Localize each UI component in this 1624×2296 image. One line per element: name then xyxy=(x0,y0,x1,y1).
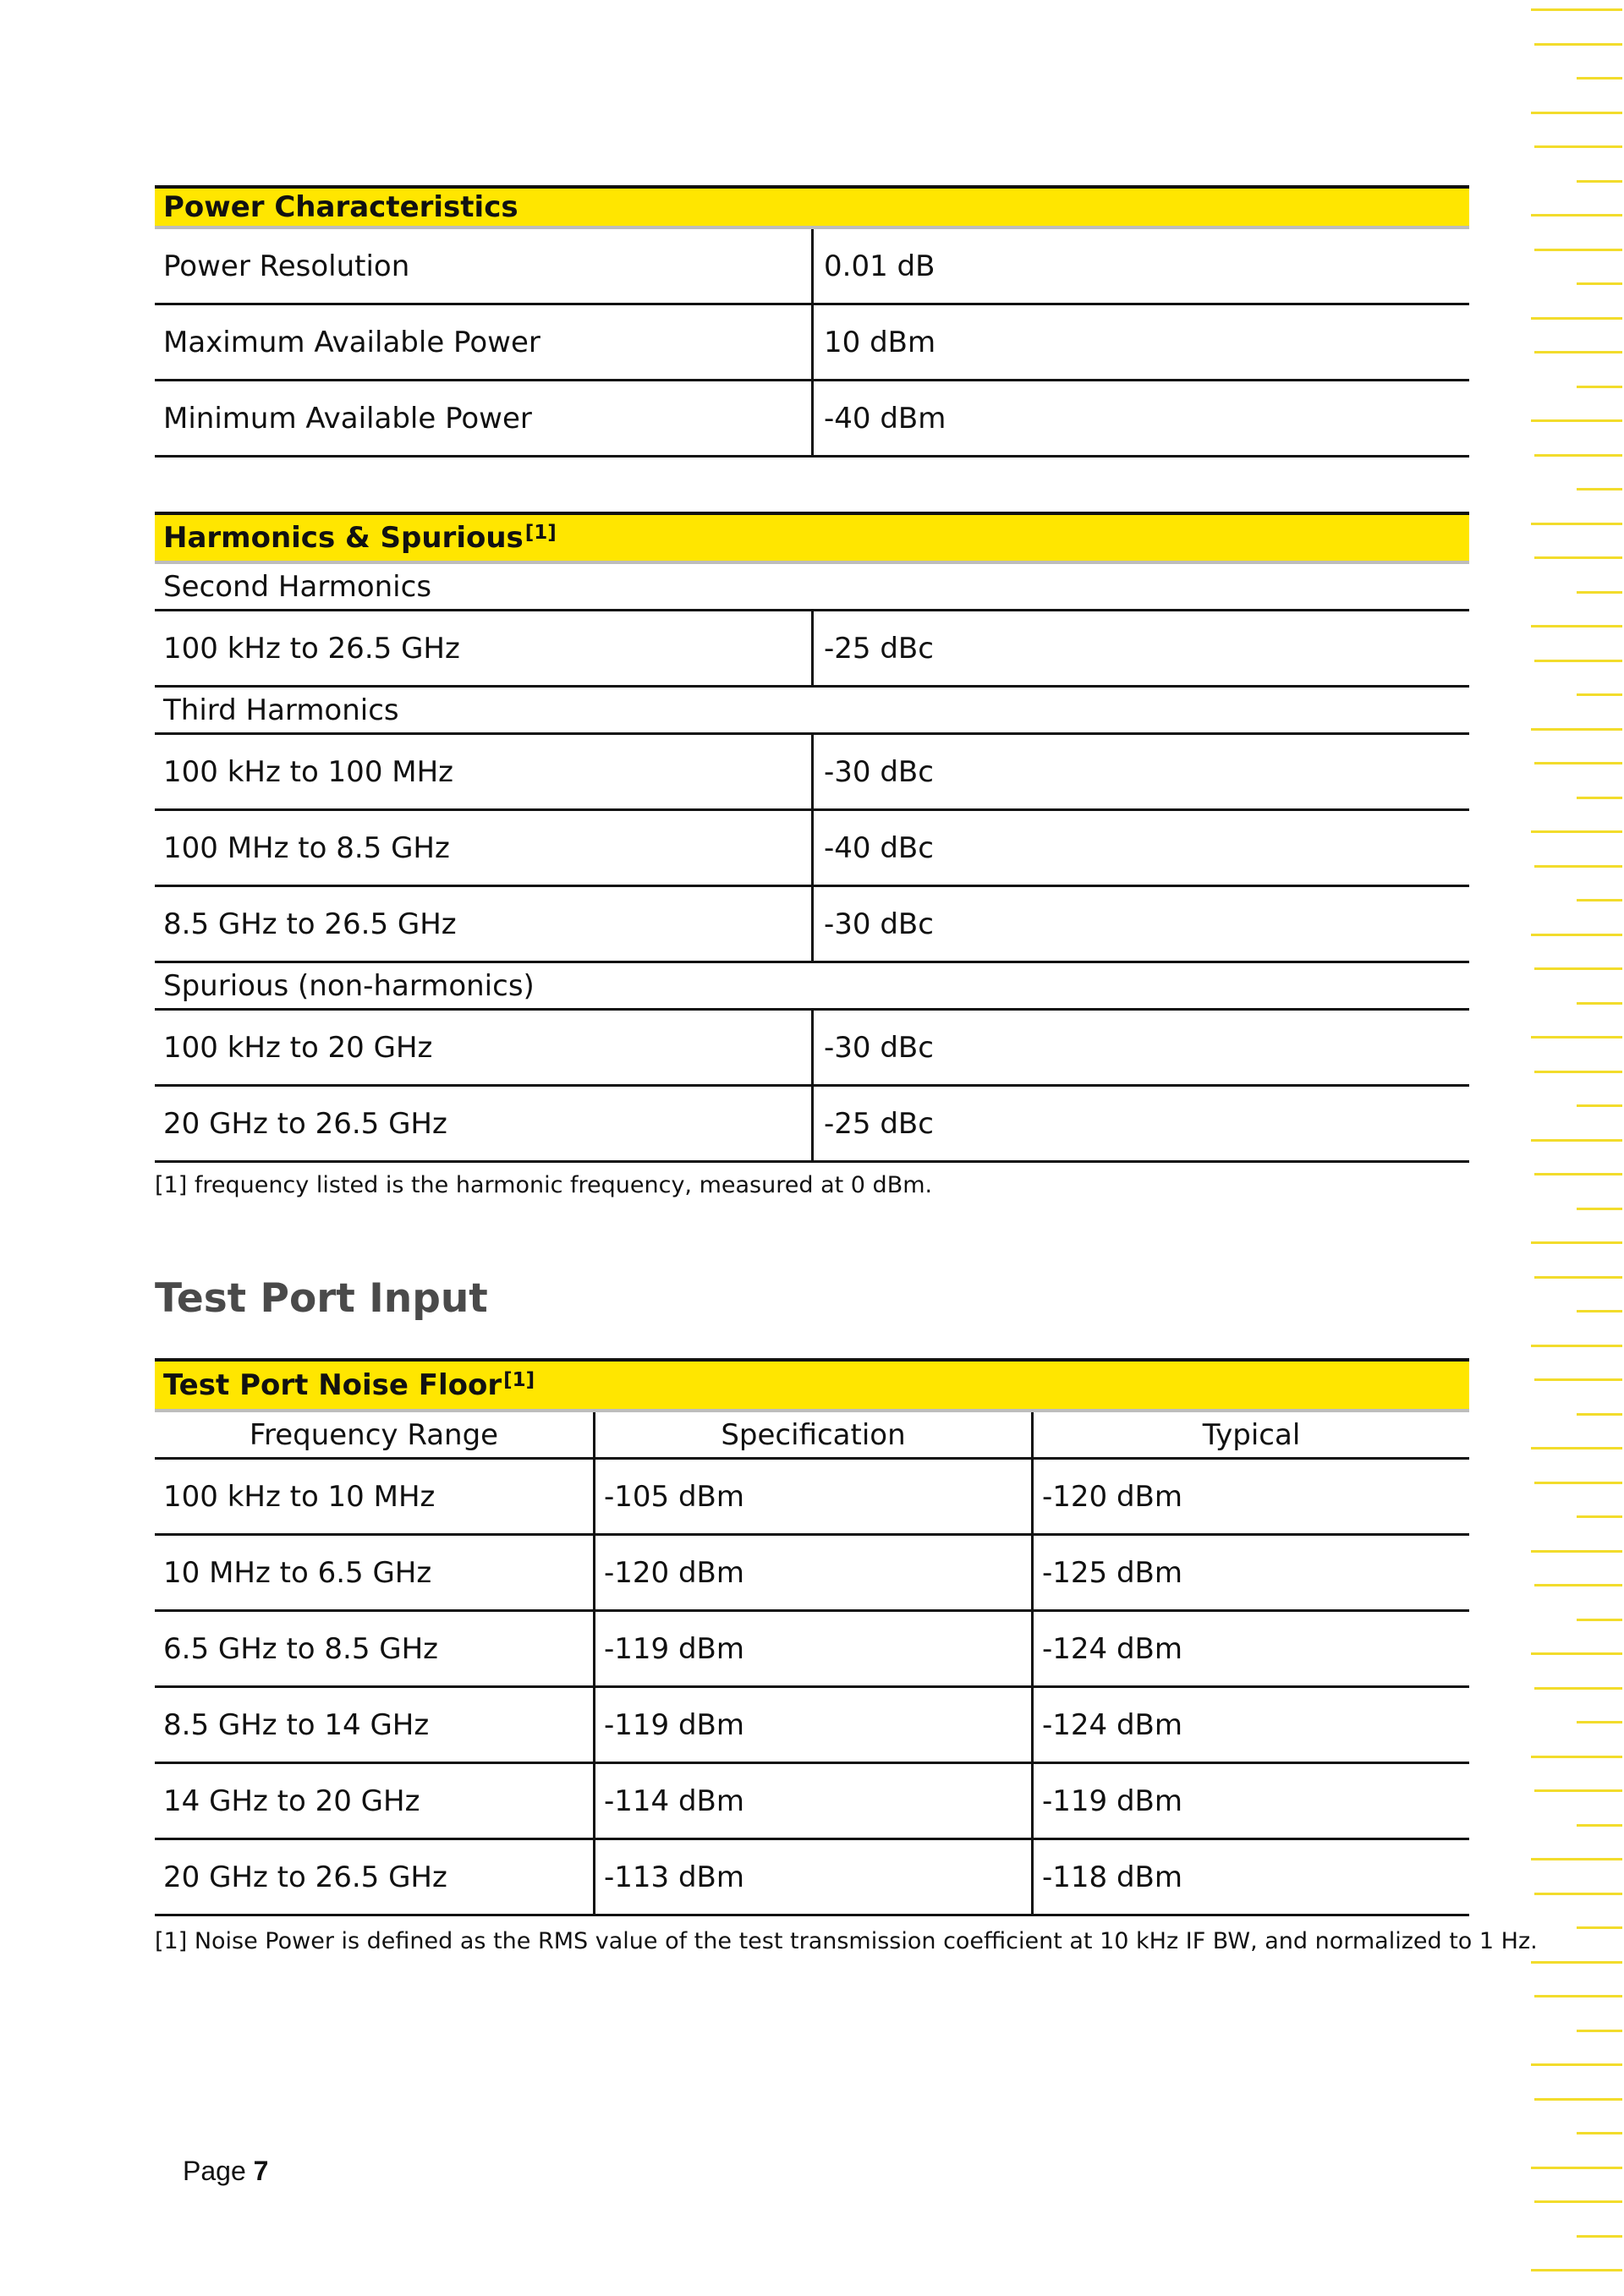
row-value: -40 dBm xyxy=(811,381,1469,455)
column-headers xyxy=(155,1412,1469,1460)
decorative-stripe xyxy=(1531,1345,1622,1347)
table-header xyxy=(155,185,1469,229)
page-label: Page xyxy=(183,2156,246,2186)
row-value: 10 dBm xyxy=(811,305,1469,379)
cell-frequency: 10 MHz to 6.5 GHz xyxy=(163,1555,432,1590)
decorative-stripe xyxy=(1531,1961,1622,1964)
cell-typical: -124 dBm xyxy=(1031,1612,1469,1685)
cell-specification: -119 dBm xyxy=(593,1688,1031,1762)
footnote-ref: [1] xyxy=(503,1369,535,1391)
decorative-stripe xyxy=(1534,1789,1622,1792)
table-title: Harmonics & Spurious xyxy=(163,521,524,555)
cell-typical: -119 dBm xyxy=(1031,1764,1469,1838)
decorative-stripe xyxy=(1531,317,1622,320)
decorative-stripe xyxy=(1534,1378,1622,1381)
decorative-stripe xyxy=(1534,660,1622,662)
table-row xyxy=(155,887,1469,963)
decorative-stripe xyxy=(1531,934,1622,936)
decorative-stripe xyxy=(1577,1208,1622,1210)
decorative-stripe xyxy=(1534,1071,1622,1073)
decorative-stripe xyxy=(1531,625,1622,627)
row-label: 100 kHz to 20 GHz xyxy=(163,1030,433,1065)
decorative-stripe xyxy=(1531,1756,1622,1758)
row-label: 100 kHz to 26.5 GHz xyxy=(163,631,460,666)
decorative-stripe xyxy=(1534,1893,1622,1895)
decorative-stripe xyxy=(1534,1995,1622,1997)
decorative-stripe xyxy=(1534,1482,1622,1484)
column-header: Frequency Range xyxy=(249,1417,499,1452)
decorative-stripe xyxy=(1534,145,1622,148)
decorative-stripe xyxy=(1534,43,1622,46)
group-label: Third Harmonics xyxy=(155,688,1469,735)
decorative-stripe xyxy=(1577,899,1622,901)
row-value: -30 dBc xyxy=(811,887,1469,961)
decorative-stripe xyxy=(1577,797,1622,799)
decorative-stripes xyxy=(1529,0,1624,2296)
table-title: Test Port Noise Floor xyxy=(163,1368,502,1402)
decorative-stripe xyxy=(1577,591,1622,594)
cell-frequency: 6.5 GHz to 8.5 GHz xyxy=(163,1631,439,1666)
cell-frequency: 100 kHz to 10 MHz xyxy=(163,1479,436,1514)
decorative-stripe xyxy=(1534,2098,1622,2101)
decorative-stripe xyxy=(1531,2167,1622,2169)
decorative-stripe xyxy=(1534,454,1622,457)
decorative-stripe xyxy=(1534,1687,1622,1690)
row-value: -30 dBc xyxy=(811,735,1469,808)
column-header: Typical xyxy=(1031,1412,1469,1457)
decorative-stripe xyxy=(1577,1619,1622,1621)
decorative-stripe xyxy=(1531,2063,1622,2066)
row-label: Power Resolution xyxy=(163,249,410,283)
row-label: 100 kHz to 100 MHz xyxy=(163,754,454,789)
harmonics-spurious-table xyxy=(155,512,1469,1163)
decorative-stripe xyxy=(1531,8,1622,11)
decorative-stripe xyxy=(1577,1824,1622,1827)
decorative-stripe xyxy=(1531,1241,1622,1244)
table-row xyxy=(155,1087,1469,1163)
row-value: -40 dBc xyxy=(811,811,1469,885)
table-row xyxy=(155,1840,1469,1916)
decorative-stripe xyxy=(1531,2269,1622,2271)
decorative-stripe xyxy=(1531,419,1622,422)
cell-typical: -118 dBm xyxy=(1031,1840,1469,1914)
decorative-stripe xyxy=(1534,351,1622,353)
row-label: 100 MHz to 8.5 GHz xyxy=(163,830,450,865)
decorative-stripe xyxy=(1534,556,1622,559)
cell-frequency: 8.5 GHz to 14 GHz xyxy=(163,1707,430,1742)
decorative-stripe xyxy=(1531,1652,1622,1655)
row-label: Maximum Available Power xyxy=(163,325,540,359)
decorative-stripe xyxy=(1577,1515,1622,1518)
table-row xyxy=(155,1011,1469,1087)
table-header xyxy=(155,1358,1469,1412)
cell-specification: -105 dBm xyxy=(593,1460,1031,1533)
table-row xyxy=(155,1460,1469,1536)
power-characteristics-table xyxy=(155,185,1469,458)
decorative-stripe xyxy=(1531,728,1622,731)
decorative-stripe xyxy=(1577,1926,1622,1929)
table-row xyxy=(155,1536,1469,1612)
decorative-stripe xyxy=(1577,2030,1622,2032)
decorative-stripe xyxy=(1577,1413,1622,1416)
decorative-stripe xyxy=(1577,488,1622,490)
table-row xyxy=(155,735,1469,811)
decorative-stripe xyxy=(1534,1276,1622,1279)
decorative-stripe xyxy=(1531,112,1622,114)
decorative-stripe xyxy=(1531,1550,1622,1553)
column-header: Specification xyxy=(593,1412,1031,1457)
decorative-stripe xyxy=(1577,1104,1622,1107)
table-row xyxy=(155,611,1469,688)
decorative-stripe xyxy=(1577,386,1622,388)
table-row xyxy=(155,305,1469,381)
table-row xyxy=(155,1612,1469,1688)
decorative-stripe xyxy=(1577,180,1622,183)
page-number xyxy=(183,2156,268,2187)
decorative-stripe xyxy=(1534,2200,1622,2203)
decorative-stripe xyxy=(1577,1002,1622,1005)
table-row xyxy=(155,811,1469,887)
row-label: Minimum Available Power xyxy=(163,401,532,436)
group-label: Second Harmonics xyxy=(155,564,1469,611)
noise-floor-table xyxy=(155,1358,1469,1916)
decorative-stripe xyxy=(1531,214,1622,216)
decorative-stripe xyxy=(1531,523,1622,525)
row-label: 8.5 GHz to 26.5 GHz xyxy=(163,907,457,941)
decorative-stripe xyxy=(1577,282,1622,285)
row-value: -25 dBc xyxy=(811,1087,1469,1160)
table-row xyxy=(155,1764,1469,1840)
cell-frequency: 20 GHz to 26.5 GHz xyxy=(163,1860,447,1894)
decorative-stripe xyxy=(1577,693,1622,696)
harmonics-footnote: [1] frequency listed is the harmonic frequency, measured at 0 dBm. xyxy=(155,1172,933,1198)
decorative-stripe xyxy=(1534,1173,1622,1175)
decorative-stripe xyxy=(1577,1310,1622,1312)
decorative-stripe xyxy=(1531,1036,1622,1038)
decorative-stripe xyxy=(1534,1584,1622,1586)
row-label: 20 GHz to 26.5 GHz xyxy=(163,1106,447,1141)
table-row xyxy=(155,1688,1469,1764)
cell-specification: -119 dBm xyxy=(593,1612,1031,1685)
noise-footnote: [1] Noise Power is defined as the RMS value of the test transmission coefficient at 10 kHz IF BW, and normalized to 1 Hz. xyxy=(155,1928,1538,1954)
cell-typical: -124 dBm xyxy=(1031,1688,1469,1762)
row-value: 0.01 dB xyxy=(811,229,1469,303)
table-row xyxy=(155,381,1469,458)
decorative-stripe xyxy=(1531,1858,1622,1860)
cell-typical: -120 dBm xyxy=(1031,1460,1469,1533)
section-title: Test Port Input xyxy=(155,1275,488,1322)
decorative-stripe xyxy=(1577,2132,1622,2134)
table-row xyxy=(155,229,1469,305)
row-value: -25 dBc xyxy=(811,611,1469,685)
decorative-stripe xyxy=(1534,249,1622,251)
decorative-stripe xyxy=(1534,762,1622,764)
decorative-stripe xyxy=(1577,77,1622,79)
decorative-stripe xyxy=(1534,967,1622,970)
decorative-stripe xyxy=(1577,2235,1622,2238)
decorative-stripe xyxy=(1577,1721,1622,1723)
group-label: Spurious (non-harmonics) xyxy=(155,963,1469,1011)
cell-frequency: 14 GHz to 20 GHz xyxy=(163,1784,420,1818)
page-number-value: 7 xyxy=(253,2156,269,2186)
cell-specification: -120 dBm xyxy=(593,1536,1031,1609)
footnote-ref: [1] xyxy=(524,522,557,544)
cell-specification: -113 dBm xyxy=(593,1840,1031,1914)
cell-specification: -114 dBm xyxy=(593,1764,1031,1838)
table-title: Power Characteristics xyxy=(163,190,518,224)
row-value: -30 dBc xyxy=(811,1011,1469,1084)
cell-typical: -125 dBm xyxy=(1031,1536,1469,1609)
decorative-stripe xyxy=(1534,865,1622,868)
decorative-stripe xyxy=(1531,830,1622,833)
decorative-stripe xyxy=(1531,1139,1622,1142)
table-header xyxy=(155,512,1469,564)
decorative-stripe xyxy=(1531,1447,1622,1449)
